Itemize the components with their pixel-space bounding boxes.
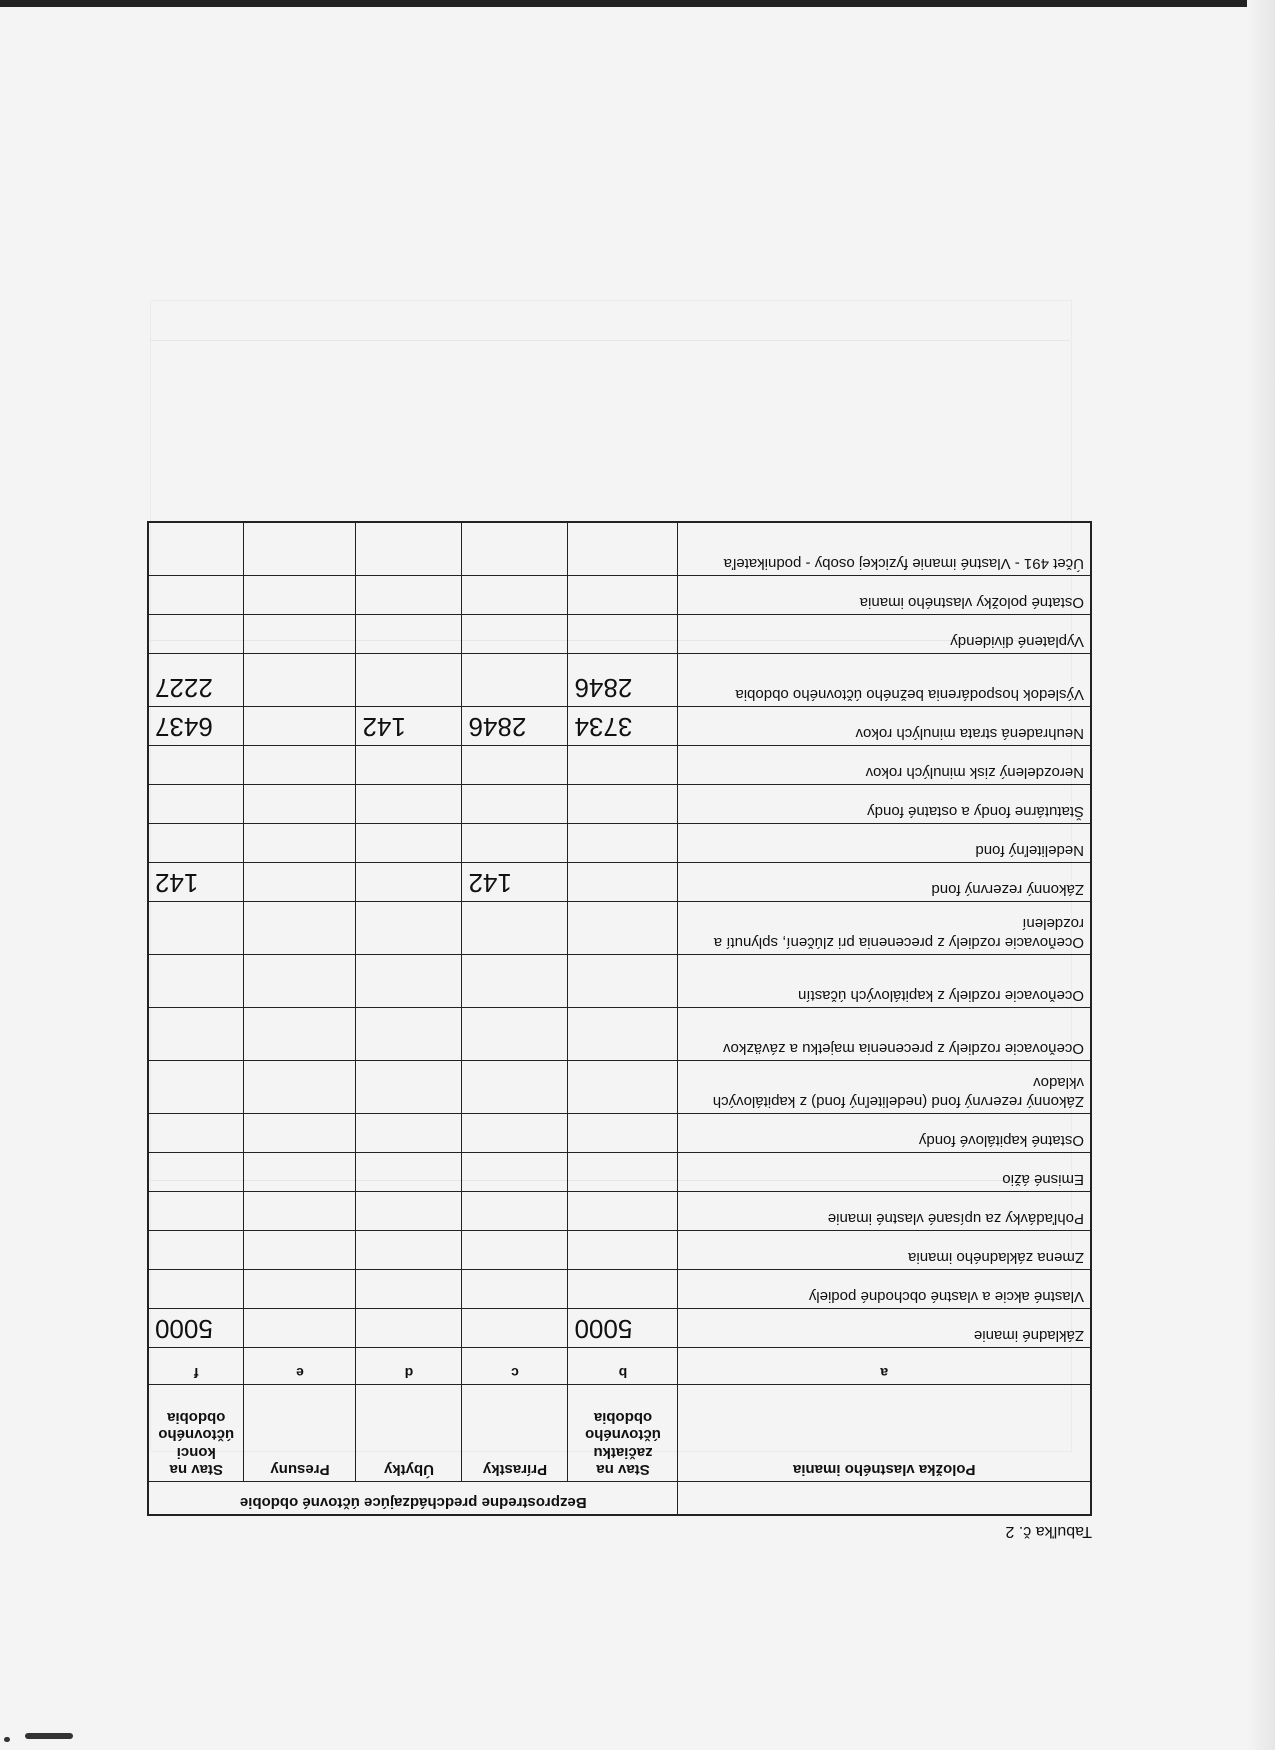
value-cell-c: 142 bbox=[462, 863, 568, 902]
value-cell-e bbox=[244, 654, 356, 707]
value-cell-b bbox=[568, 1008, 678, 1061]
value-cell-e bbox=[244, 576, 356, 615]
value-cell-b bbox=[568, 1231, 678, 1270]
row-item-label: Zákonný rezervný fond bbox=[678, 863, 1091, 902]
value-cell-f bbox=[148, 615, 244, 654]
value-cell-d bbox=[356, 1061, 462, 1114]
row-item-label: Nerozdelený zisk minulých rokov bbox=[678, 746, 1091, 785]
value-cell-e bbox=[244, 1270, 356, 1309]
value-cell-c bbox=[462, 955, 568, 1008]
scanner-top-edge bbox=[0, 0, 1275, 7]
value-cell-d bbox=[356, 902, 462, 955]
value-cell-e bbox=[244, 1231, 356, 1270]
row-item-label: Oceňovacie rozdiely z precenenia pri zlúčení, splynutí a rozdelení bbox=[678, 902, 1091, 955]
table-row bbox=[148, 1153, 1091, 1192]
value-cell-c bbox=[462, 1192, 568, 1231]
empty-header-cell bbox=[678, 1482, 1091, 1516]
value-cell-c bbox=[462, 1309, 568, 1348]
row-item-label: Zákonný rezervný fond (nedeliteľný fond) z kapitálových vkladov bbox=[678, 1061, 1091, 1114]
value-cell-f bbox=[148, 576, 244, 615]
value-cell-d bbox=[356, 1192, 462, 1231]
row-item-label: Výsledok hospodárenia bežného účtovného obdobia bbox=[678, 654, 1091, 707]
table-row bbox=[148, 902, 1091, 955]
value-cell-e bbox=[244, 1153, 356, 1192]
value-cell-b bbox=[568, 1114, 678, 1153]
value-cell-e bbox=[244, 1309, 356, 1348]
value-cell-e bbox=[244, 1061, 356, 1114]
value-cell-f bbox=[148, 1114, 244, 1153]
row-item-label: Štatutárne fondy a ostatné fondy bbox=[678, 785, 1091, 824]
table-row bbox=[148, 955, 1091, 1008]
table-row bbox=[148, 1309, 1091, 1348]
table-row bbox=[148, 863, 1091, 902]
value-cell-d bbox=[356, 1008, 462, 1061]
rotated-page bbox=[132, 420, 1092, 1540]
table-caption: Tabuľka č. 2 bbox=[1005, 1523, 1092, 1540]
table-row bbox=[148, 1270, 1091, 1309]
value-cell-f: 2227 bbox=[148, 654, 244, 707]
table-row bbox=[148, 615, 1091, 654]
value-cell-d bbox=[356, 522, 462, 576]
row-item-label: Základné imanie bbox=[678, 1309, 1091, 1348]
table-row bbox=[148, 746, 1091, 785]
value-cell-c bbox=[462, 654, 568, 707]
table-row bbox=[148, 576, 1091, 615]
value-cell-d bbox=[356, 863, 462, 902]
value-cell-b bbox=[568, 785, 678, 824]
value-cell-d bbox=[356, 654, 462, 707]
value-cell-c bbox=[462, 576, 568, 615]
value-cell-f bbox=[148, 522, 244, 576]
scan-mark bbox=[4, 1737, 10, 1742]
value-cell-c: 2846 bbox=[462, 707, 568, 746]
value-cell-f bbox=[148, 785, 244, 824]
column-letter: e bbox=[244, 1348, 356, 1385]
value-cell-b bbox=[568, 1153, 678, 1192]
column-letter: b bbox=[568, 1348, 678, 1385]
table-row bbox=[148, 1061, 1091, 1114]
table-row bbox=[148, 522, 1091, 576]
scan-mark bbox=[25, 1733, 73, 1739]
value-cell-f: 5000 bbox=[148, 1309, 244, 1348]
value-cell-e bbox=[244, 824, 356, 863]
value-cell-f bbox=[148, 1270, 244, 1309]
value-cell-f bbox=[148, 955, 244, 1008]
table-row bbox=[148, 1114, 1091, 1153]
value-cell-b bbox=[568, 902, 678, 955]
value-cell-e bbox=[244, 522, 356, 576]
value-cell-e bbox=[244, 902, 356, 955]
value-cell-f: 142 bbox=[148, 863, 244, 902]
table-row bbox=[148, 1192, 1091, 1231]
row-item-label: Nedeliteľný fond bbox=[678, 824, 1091, 863]
row-item-label: Ostatné kapitálové fondy bbox=[678, 1114, 1091, 1153]
value-cell-e bbox=[244, 1114, 356, 1153]
row-item-label: Vyplatené dividendy bbox=[678, 615, 1091, 654]
value-cell-b bbox=[568, 824, 678, 863]
value-cell-e bbox=[244, 863, 356, 902]
value-cell-f bbox=[148, 1231, 244, 1270]
value-cell-d bbox=[356, 1114, 462, 1153]
value-cell-d bbox=[356, 824, 462, 863]
value-cell-e bbox=[244, 955, 356, 1008]
value-cell-e bbox=[244, 746, 356, 785]
column-letter: a bbox=[678, 1348, 1091, 1385]
value-cell-c bbox=[462, 615, 568, 654]
value-cell-d bbox=[356, 955, 462, 1008]
value-cell-c bbox=[462, 785, 568, 824]
value-cell-b bbox=[568, 955, 678, 1008]
row-item-label: Neuhradená strata minulých rokov bbox=[678, 707, 1091, 746]
value-cell-f bbox=[148, 824, 244, 863]
value-cell-c bbox=[462, 1153, 568, 1192]
row-item-label: Účet 491 - Vlastné imanie fyzickej osoby - podnikateľa bbox=[678, 522, 1091, 576]
row-item-label: Pohľadávky za upísané vlastné imanie bbox=[678, 1192, 1091, 1231]
column-header: Prírastky bbox=[462, 1385, 568, 1482]
value-cell-d bbox=[356, 576, 462, 615]
table-row bbox=[148, 1231, 1091, 1270]
value-cell-c bbox=[462, 1270, 568, 1309]
value-cell-c bbox=[462, 522, 568, 576]
value-cell-c bbox=[462, 824, 568, 863]
value-cell-b bbox=[568, 576, 678, 615]
value-cell-d bbox=[356, 1231, 462, 1270]
value-cell-c bbox=[462, 1114, 568, 1153]
value-cell-d bbox=[356, 785, 462, 824]
row-item-label: Ostatné položky vlastného imania bbox=[678, 576, 1091, 615]
value-cell-e bbox=[244, 1008, 356, 1061]
value-cell-e bbox=[244, 1192, 356, 1231]
row-item-label: Oceňovacie rozdiely z precenenia majetku a záväzkov bbox=[678, 1008, 1091, 1061]
value-cell-e bbox=[244, 707, 356, 746]
value-cell-d bbox=[356, 746, 462, 785]
column-header: Stav na začiatku účtovného obdobia bbox=[568, 1385, 678, 1482]
column-header: Stav na konci účtovného obdobia bbox=[148, 1385, 244, 1482]
value-cell-b bbox=[568, 746, 678, 785]
value-cell-c bbox=[462, 1061, 568, 1114]
column-header: Úbytky bbox=[356, 1385, 462, 1482]
value-cell-f bbox=[148, 902, 244, 955]
column-header: Presuny bbox=[244, 1385, 356, 1482]
value-cell-b bbox=[568, 522, 678, 576]
value-cell-d bbox=[356, 615, 462, 654]
page-right-shadow bbox=[1247, 0, 1275, 1750]
value-cell-c bbox=[462, 1231, 568, 1270]
value-cell-b: 5000 bbox=[568, 1309, 678, 1348]
value-cell-b: 2846 bbox=[568, 654, 678, 707]
table-row bbox=[148, 785, 1091, 824]
value-cell-e bbox=[244, 615, 356, 654]
value-cell-f bbox=[148, 1061, 244, 1114]
column-letter: f bbox=[148, 1348, 244, 1385]
value-cell-b bbox=[568, 1192, 678, 1231]
equity-table bbox=[147, 521, 1092, 1516]
row-item-label: Oceňovacie rozdiely z kapitálových účastín bbox=[678, 955, 1091, 1008]
period-header: Bezprostredne predchádzajúce účtovné obdobie bbox=[148, 1482, 678, 1516]
table-row bbox=[148, 824, 1091, 863]
column-letter: d bbox=[356, 1348, 462, 1385]
table-row bbox=[148, 707, 1091, 746]
value-cell-b bbox=[568, 1061, 678, 1114]
value-cell-d bbox=[356, 1309, 462, 1348]
value-cell-c bbox=[462, 746, 568, 785]
value-cell-b bbox=[568, 863, 678, 902]
row-item-label: Vlastné akcie a vlastné obchodné podiely bbox=[678, 1270, 1091, 1309]
value-cell-d bbox=[356, 1153, 462, 1192]
table-row bbox=[148, 1008, 1091, 1061]
value-cell-d bbox=[356, 1270, 462, 1309]
value-cell-e bbox=[244, 785, 356, 824]
row-item-label: Zmena základného imania bbox=[678, 1231, 1091, 1270]
value-cell-b bbox=[568, 1270, 678, 1309]
row-item-label: Emisné ážio bbox=[678, 1153, 1091, 1192]
value-cell-d: 142 bbox=[356, 707, 462, 746]
value-cell-f bbox=[148, 1192, 244, 1231]
value-cell-f bbox=[148, 1153, 244, 1192]
value-cell-c bbox=[462, 1008, 568, 1061]
value-cell-b bbox=[568, 615, 678, 654]
table-row bbox=[148, 654, 1091, 707]
value-cell-c bbox=[462, 902, 568, 955]
column-header: Položka vlastného imania bbox=[678, 1385, 1091, 1482]
value-cell-f bbox=[148, 1008, 244, 1061]
bleed-line bbox=[150, 340, 1070, 341]
value-cell-b: 3734 bbox=[568, 707, 678, 746]
value-cell-f: 6437 bbox=[148, 707, 244, 746]
value-cell-f bbox=[148, 746, 244, 785]
column-letter: c bbox=[462, 1348, 568, 1385]
